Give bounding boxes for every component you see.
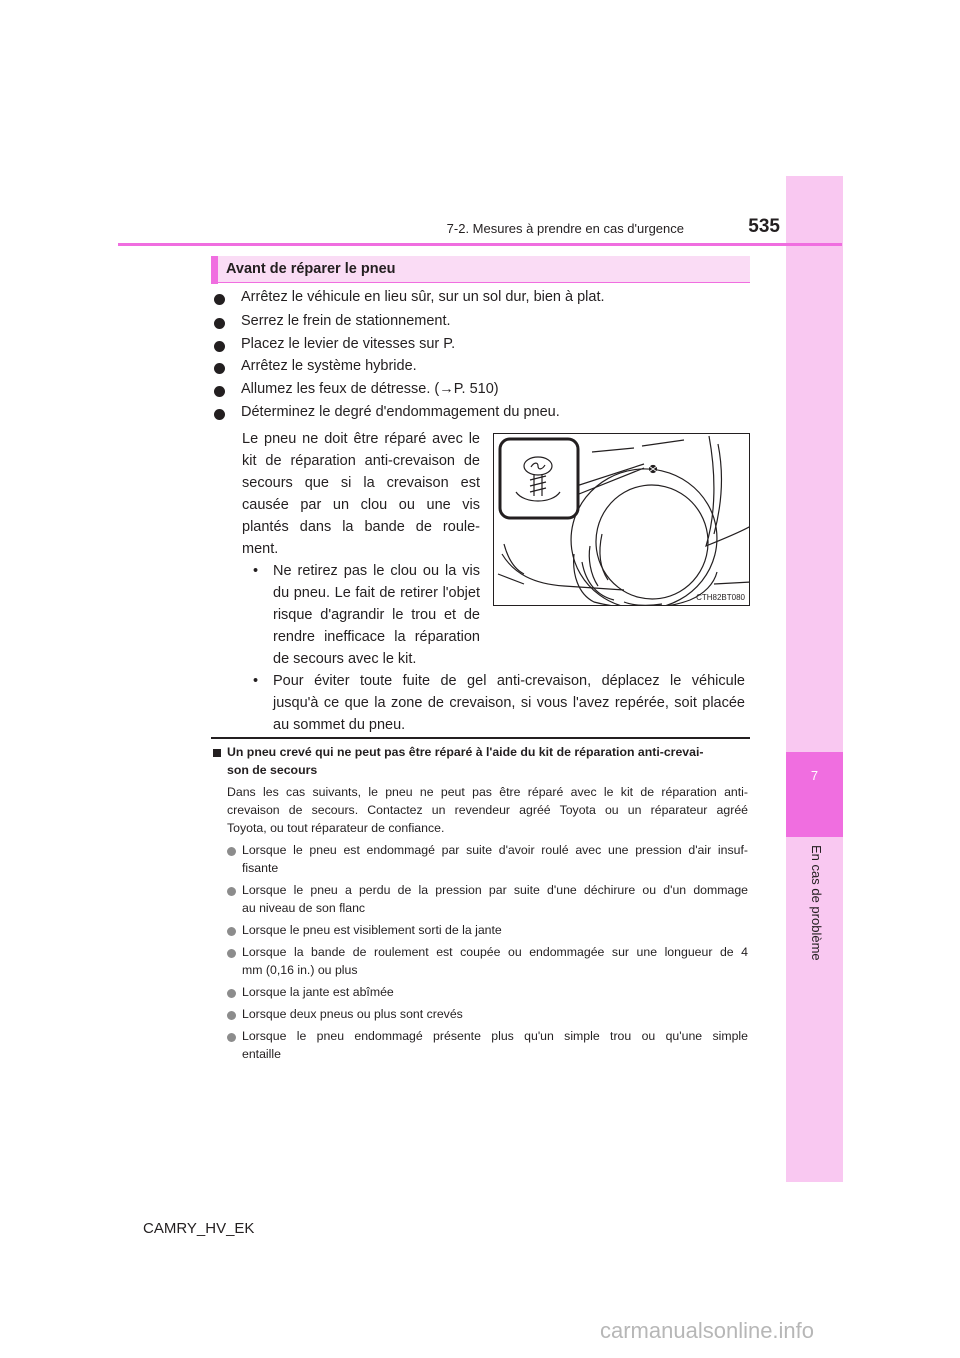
gray-bullet-icon: [227, 949, 236, 958]
bullet-icon: [214, 386, 225, 397]
gray-bullet-icon: [227, 989, 236, 998]
sub-item-marker: •: [253, 673, 259, 689]
paragraph-line: kit de réparation anti-crevaison de: [242, 453, 480, 469]
header-section-title: 7-2. Mesures à prendre en cas d'urgence: [446, 221, 684, 236]
chapter-side-tab: [786, 176, 843, 1182]
note-item-line: Lorsque le pneu a perdu de la pression par suite d'une déchirure ou d'un dommage: [242, 883, 748, 897]
bullet-icon: [214, 318, 225, 329]
note-item-line: Lorsque la bande de roulement est coupée ou endommagée sur une longueur de 4: [242, 945, 748, 959]
sub-item-line: risque d'agrandir le trou et de: [273, 607, 480, 623]
note-item-line: entaille: [242, 1047, 281, 1061]
paragraph-line: ment.: [242, 541, 279, 557]
note-item-line: Lorsque le pneu est visiblement sorti de la jante: [242, 923, 502, 937]
paragraph-line: Le pneu ne doit être réparé avec le: [242, 431, 480, 447]
note-intro-line: crevaison de secours. Contactez un revendeur agréé Toyota ou un réparateur agréé: [227, 803, 748, 817]
page-number: 535: [748, 216, 780, 237]
note-item-line: mm (0,16 in.) ou plus: [242, 963, 358, 977]
sub-item-line: Ne retirez pas le clou ou la vis: [273, 563, 480, 579]
note-title-line: son de secours: [227, 763, 318, 777]
chapter-side-tab-active: [786, 752, 843, 837]
sub-item-line: jusqu'à ce que la zone de crevaison, si vous l'avez repérée, soit placée: [273, 695, 745, 711]
sub-item-line: du pneu. Le fait de retirer l'objet: [273, 585, 480, 601]
section-heading-bar: [211, 256, 218, 284]
note-intro-line: Dans les cas suivants, le pneu ne peut pas être réparé avec le kit de réparation anti-: [227, 785, 748, 799]
section-heading: Avant de réparer le pneu: [226, 261, 396, 277]
chapter-title: En cas de problème: [809, 845, 824, 961]
bullet-icon: [214, 294, 225, 305]
sub-item-line: de secours avec le kit.: [273, 651, 417, 667]
note-item-line: Lorsque le pneu endommagé présente plus qu'un simple trou ou qu'une simple: [242, 1029, 748, 1043]
tire-with-screw-icon: [494, 434, 750, 606]
note-item-line: au niveau de son flanc: [242, 901, 366, 915]
gray-bullet-icon: [227, 1011, 236, 1020]
gray-bullet-icon: [227, 887, 236, 896]
note-item-line: fisante: [242, 861, 279, 875]
gray-bullet-icon: [227, 847, 236, 856]
footer-model-code: CAMRY_HV_EK: [143, 1220, 255, 1237]
gray-bullet-icon: [227, 927, 236, 936]
figure-code: CTH82BT080: [696, 593, 745, 602]
bullet-icon: [214, 341, 225, 352]
section-divider: [211, 737, 750, 739]
paragraph-line: secours que si la crevaison est: [242, 475, 480, 491]
gray-bullet-icon: [227, 1033, 236, 1042]
sub-item-line: Pour éviter toute fuite de gel anti-crevaison, déplacez le véhicule: [273, 673, 745, 689]
bullet-icon: [214, 409, 225, 420]
note-item-line: Lorsque le pneu est endommagé par suite d'avoir roulé avec une pression d'air insuf-: [242, 843, 748, 857]
sub-item-line: rendre inefficace la réparation: [273, 629, 480, 645]
note-item-line: Lorsque la jante est abîmée: [242, 985, 394, 999]
note-intro-line: Toyota, ou tout réparateur de confiance.: [227, 821, 445, 835]
note-title-line: Un pneu crevé qui ne peut pas être réparé à l'aide du kit de réparation anti-crevai-: [227, 745, 704, 759]
sub-item-line: au sommet du pneu.: [273, 717, 406, 733]
sub-item-marker: •: [253, 563, 259, 579]
bullet-icon: [214, 363, 225, 374]
chapter-number: 7: [810, 768, 819, 783]
tire-illustration-figure: [493, 433, 750, 606]
header-divider: [118, 243, 842, 246]
paragraph-line: plantés dans la bande de roule-: [242, 519, 480, 535]
note-square-icon: [213, 749, 221, 757]
paragraph-line: causée par un clou ou une vis: [242, 497, 480, 513]
note-item-line: Lorsque deux pneus ou plus sont crevés: [242, 1007, 463, 1021]
watermark: carmanualsonline.info: [600, 1318, 815, 1343]
